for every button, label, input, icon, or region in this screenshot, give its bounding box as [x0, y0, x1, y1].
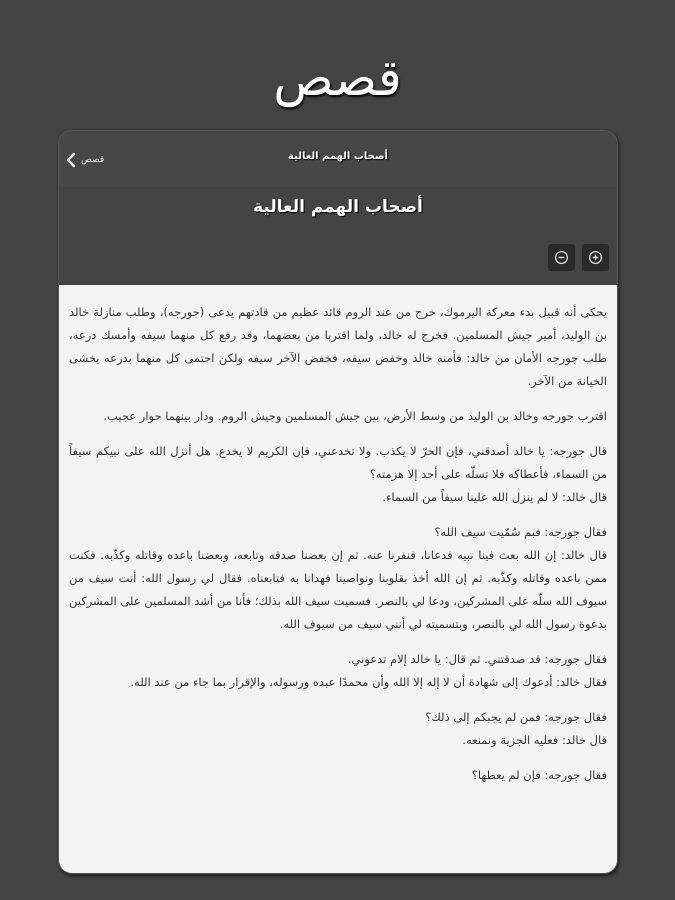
story-paragraph: فقال جورجه: فإن لم يعطها؟ — [471, 768, 607, 782]
plus-circle-icon — [588, 250, 603, 265]
story-header — [59, 187, 617, 285]
story-paragraph: قال خالد: لا لم ينزل الله علينا سيفاً من السماء. — [382, 490, 607, 504]
app-title: قصص — [273, 49, 402, 107]
zoom-in-button[interactable] — [582, 244, 609, 271]
story-content[interactable] — [59, 285, 617, 873]
story-paragraph: فقال جورجه: فبم سُمّيت سيف الله؟ — [434, 525, 607, 539]
story-paragraph: قال خالد: إن الله بعث فينا نبيه فدعانا، فنفرنا عنه. ثم إن بعضنا صدقه وتابعه، وبعضنا باعده وقاتله وكذّبه. فكنت ممن باعده وقاتله وكذّبه. ثم إن الله أخذ بقلوبنا ونواصينا فهدانا به فتابعناه. فقال لي رسول الله: أنت سيف من سيوف الله سلّه على المشركين، ودعا لي بالنصر. فسميت سيف الله بذلك؛ فأنا من أشد المسلمين على المشركين بدعوة رسول الله لي بالنصر، وبتسميته لي أنني سيف من سيوف الله. — [69, 548, 607, 631]
story-paragraph: قال جورجه: يا خالد أصدقني، فإن الحرّ لا يكذب. ولا تخدعني، فإن الكريم لا يخدع. هل أنزل الله على نبيكم سيفاً من السماء، فأعطاكه فلا تسلّه على أحد إلا هزمته؟ — [69, 444, 607, 481]
story-paragraph: فقال خالد: أدعوك إلى شهادة أن لا إله إلا الله وأن محمدًا عبده ورسوله، والإقرار بما جاء من عند الله. — [130, 675, 607, 689]
story-paragraph: اقترب جورجه وخالد بن الوليد من وسط الأرض، بين جيش المسلمين وجيش الروم. ودار بينهما حوار عجيب. — [103, 409, 607, 423]
nav-title: أصحاب الهمم العالية — [288, 151, 388, 162]
story-card — [58, 130, 618, 874]
zoom-controls — [548, 244, 609, 271]
story-paragraph: فقال جورجه: قد صدقتني. ثم قال: يا خالد إلام تدعوني. — [347, 652, 607, 666]
zoom-out-button[interactable] — [548, 244, 575, 271]
story-paragraph: قال خالد: فعليه الجزية ونمنعه. — [462, 733, 607, 747]
back-label: قصص — [81, 155, 105, 165]
minus-circle-icon — [554, 250, 569, 265]
nav-bar — [59, 131, 617, 187]
story-title: أصحاب الهمم العالية — [253, 197, 423, 217]
story-paragraph: يحكى أنه قبيل بدء معركة اليرموك، خرج من عند الروم قائد عظيم من قادتهم يدعى (جورجه)، وطلب منازلة خالد بن الوليد، أمير جيش المسلمين. فخرج له خالد، ولما اقتربا من بعضهما، وقد رفع كل منهما سيفه وأمسك درعه، طلب جورجه الأمان من خالد: فأمنه خالد وخفض سيفه، فخفض الآخر سيفه ولكن احتمى كل منهما بدرعه يخشى الخيانة من الآخر. — [69, 305, 607, 388]
story-paragraph: فقال جورجه: فمن لم يجبكم إلى ذلك؟ — [425, 710, 607, 724]
